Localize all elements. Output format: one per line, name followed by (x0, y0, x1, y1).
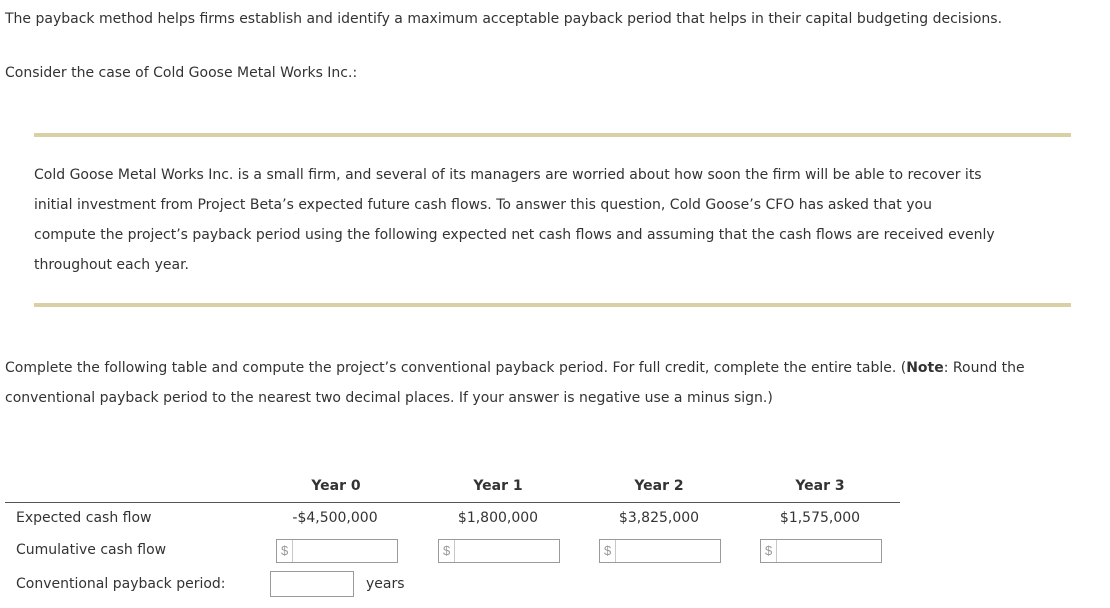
cumulative-cash-flow-year-3-input[interactable] (760, 539, 882, 563)
expected-cash-flow-year-3: $1,575,000 (779, 510, 861, 526)
cumulative-cash-flow-year-0-input[interactable] (276, 539, 398, 563)
scenario-text (34, 160, 1074, 280)
dollar-sign-icon: $ (443, 543, 451, 558)
scenario-line: initial investment from Project Beta’s expected future cash flows. To answer this question, Cold Goose’s CFO has asked that you (34, 197, 932, 213)
case-intro-text: Consider the case of Cold Goose Metal Works Inc.: (5, 65, 358, 81)
input-divider (776, 540, 777, 562)
column-header-year-3: Year 3 (795, 478, 845, 494)
scenario-bottom-rule (34, 303, 1071, 307)
dollar-sign-icon: $ (281, 543, 289, 558)
instructions-line1-start: Complete the following table and compute the project’s conventional payback period. For full credit, complete the entire table. ( (5, 360, 907, 376)
instructions-text (5, 353, 1109, 413)
input-divider (615, 540, 616, 562)
intro-text: The payback method helps firms establish and identify a maximum acceptable payback period that helps in their capital budgeting decisions. (5, 11, 1003, 27)
table-header-rule (5, 502, 900, 503)
instructions-line (5, 353, 1109, 383)
expected-cash-flow-year-2: $3,825,000 (618, 510, 700, 526)
note-label: Note (906, 360, 944, 376)
column-header-year-1: Year 1 (473, 478, 523, 494)
scenario-line: Cold Goose Metal Works Inc. is a small firm, and several of its managers are worried about how soon the firm will be able to recover its (34, 167, 982, 183)
cumulative-cash-flow-year-2-input[interactable] (599, 539, 721, 563)
scenario-top-rule (34, 133, 1071, 137)
cumulative-cash-flow-label: Cumulative cash flow (16, 542, 167, 558)
scenario-line: throughout each year. (34, 257, 189, 273)
expected-cash-flow-year-0: -$4,500,000 (292, 510, 378, 526)
payback-period-label: Conventional payback period: (16, 576, 226, 592)
expected-cash-flow-year-1: $1,800,000 (457, 510, 539, 526)
instructions-line: conventional payback period to the nearest two decimal places. If your answer is negative use a minus sign.) (5, 390, 773, 406)
column-header-year-0: Year 0 (311, 478, 361, 494)
dollar-sign-icon: $ (604, 543, 612, 558)
cumulative-cash-flow-year-1-input[interactable] (438, 539, 560, 563)
input-divider (292, 540, 293, 562)
payback-period-input[interactable] (270, 571, 354, 597)
expected-cash-flow-label: Expected cash flow (16, 510, 152, 526)
dollar-sign-icon: $ (765, 543, 773, 558)
column-header-year-2: Year 2 (634, 478, 684, 494)
instructions-line1-end: : Round the (943, 360, 1025, 376)
payback-unit-label: years (366, 576, 405, 592)
input-divider (454, 540, 455, 562)
scenario-line: compute the project’s payback period using the following expected net cash flows and assuming that the cash flows are received evenly (34, 227, 995, 243)
